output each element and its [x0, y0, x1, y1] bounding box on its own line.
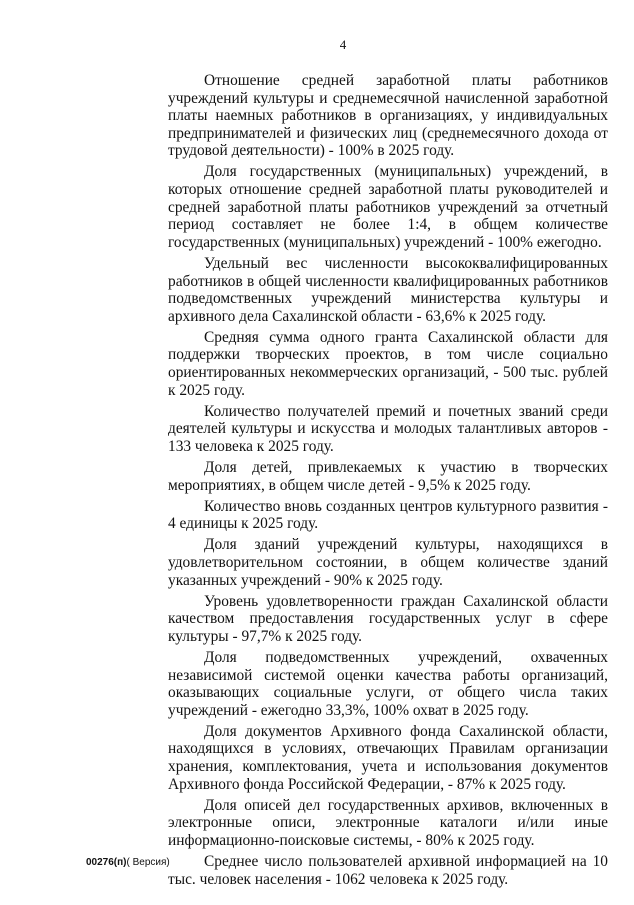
- paragraph-archive-storage: Доля документов Архивного фонда Сахалинской области, находящихся в условиях, отвечающих Правилам организации хранения, комплектования, учета и использования документов Архивного фонда Российской Федерации, - 87% к 2025 году.: [168, 722, 608, 793]
- paragraph-award-recipients: Количество получателей премий и почетных званий среди деятелей культуры и искусства и молодых талантливых авторов - 133 человека к 2025 году.: [168, 402, 608, 455]
- paragraph-electronic-inventories: Доля описей дел государственных архивов, включенных в электронные описи, электронные каталоги и/или иные информационно-поисковые системы, - 80% к 2025 году.: [168, 796, 608, 849]
- paragraph-salary-ratio: Отношение средней заработной платы работников учреждений культуры и среднемесячной начисленной заработной платы наемных работников в организациях, у индивидуальных предпринимателей и физических лиц (среднемесячного дохода от трудовой деятельности) - 100% в 2025 году.: [168, 72, 608, 160]
- paragraph-management-salary-ratio: Доля государственных (муниципальных) учреждений, в которых отношение средней заработной платы руководителей и средней заработной платы работников учреждений за отчетный период составляет не более 1:4, в общем количестве государственных (муниципальных) учреждений - 100% ежегодно.: [168, 163, 608, 251]
- paragraph-qualified-staff-share: Удельный вес численности высококвалифицированных работников в общей численности квалифицированных работников подведомственных учреждений министерства культуры и архивного дела Сахалинской области - 63,6% к 2025 году.: [168, 254, 608, 325]
- paragraph-buildings-condition: Доля зданий учреждений культуры, находящихся в удовлетворительном состоянии, в общем количестве зданий указанных учреждений - 90% к 2025 году.: [168, 536, 608, 589]
- paragraph-cultural-centers: Количество вновь созданных центров культурного развития - 4 единицы к 2025 году.: [168, 497, 608, 533]
- page-number: 4: [339, 37, 347, 52]
- paragraph-children-participation: Доля детей, привлекаемых к участию в творческих мероприятиях, в общем числе детей - 9,5% к 2025 году.: [168, 458, 608, 494]
- paragraph-archive-users: Среднее число пользователей архивной информацией на 10 тыс. человек населения - 1062 человека к 2025 году.: [168, 852, 608, 888]
- paragraph-quality-assessment: Доля подведомственных учреждений, охваченных независимой системой оценки качества работы организаций, оказывающих социальные услуги, от общего числа таких учреждений - ежегодно 33,3%, 100% охват в 2025 году.: [168, 648, 608, 719]
- paragraph-grant-amount: Средняя сумма одного гранта Сахалинской области для поддержки творческих проектов, в том числе социально ориентированных некоммерческих организаций, - 500 тыс. рублей к 2025 году.: [168, 328, 608, 399]
- footer-code-number: 00276(п): [86, 857, 127, 868]
- paragraph-citizen-satisfaction: Уровень удовлетворенности граждан Сахалинской области качеством предоставления государственных услуг в сфере культуры - 97,7% к 2025 году.: [168, 592, 608, 645]
- document-body: [168, 72, 608, 892]
- footer-code-version: ( Версия): [126, 857, 170, 868]
- footer-document-code: [86, 857, 170, 868]
